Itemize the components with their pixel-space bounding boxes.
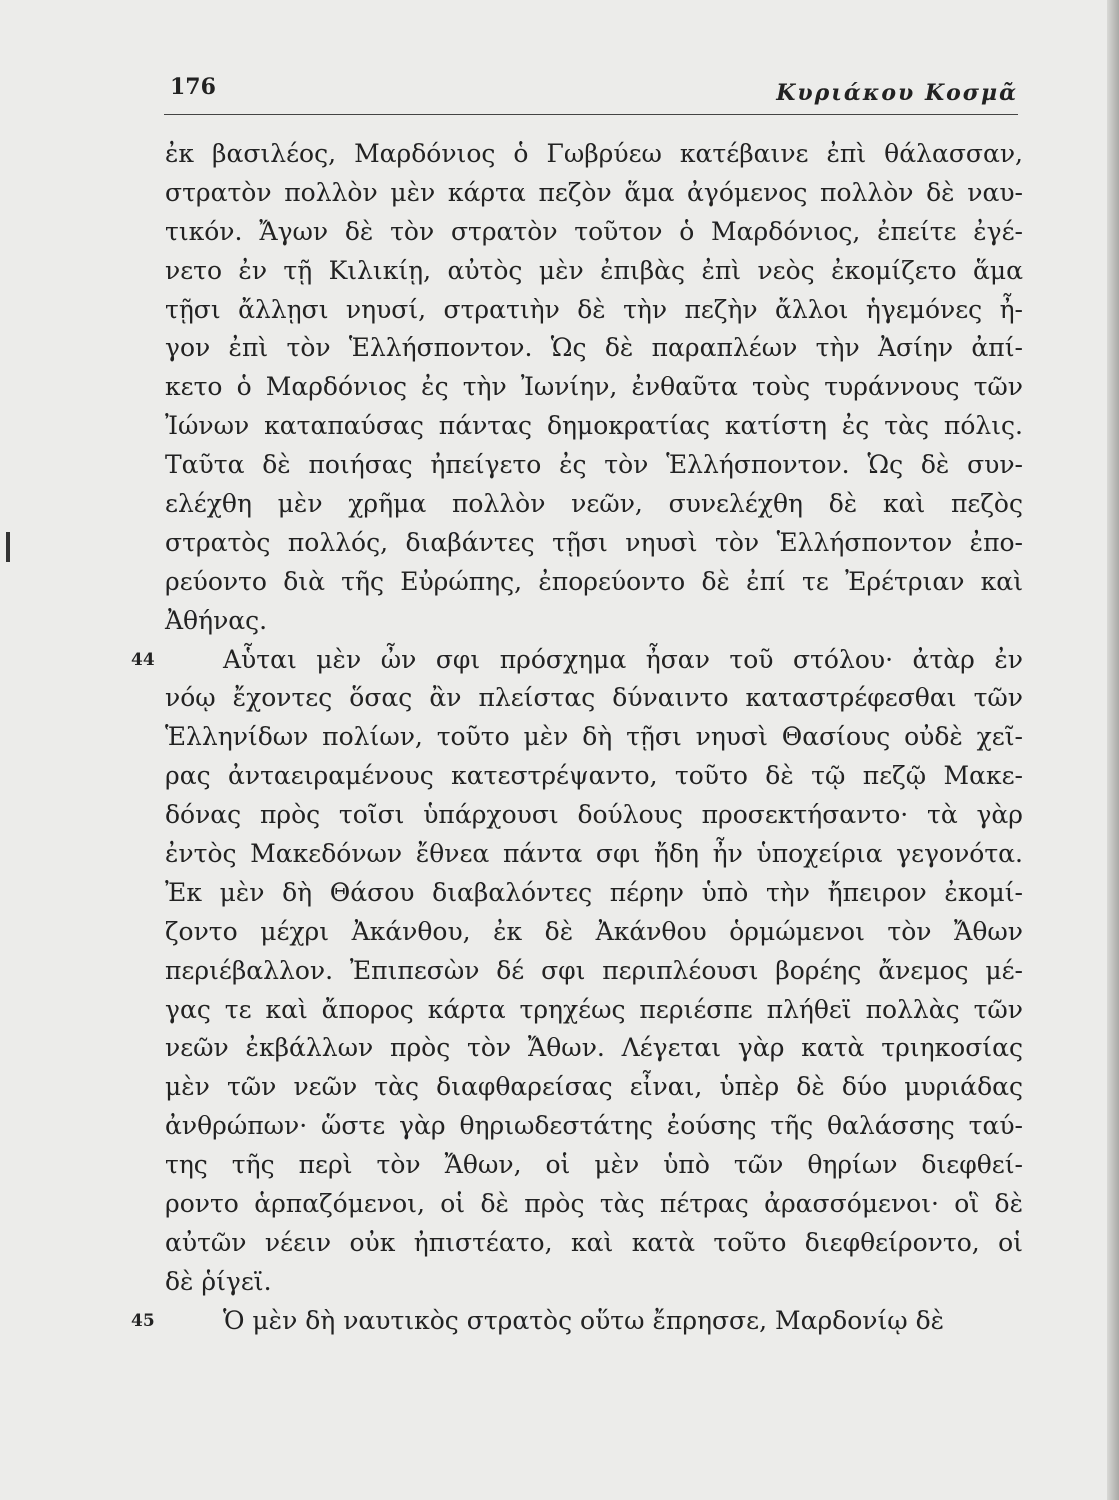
text-line (165, 291, 1023, 330)
text-line (165, 446, 1023, 485)
line-text: Αὗται μὲν ὦν σφι πρόσχημα ἦσαν τοῦ στόλου· ἀτὰρ ἐν (223, 644, 1023, 674)
line-text: Ταῦτα δὲ ποιήσας ἠπείγετο ἐς τὸν Ἑλλήσποντον. Ὡς δὲ συν- (165, 450, 1023, 480)
line-text: ρεύοντο διὰ τῆς Εὐρώπης, ἐπορεύοντο δὲ ἐπί τε Ἐρέτριαν καὶ (165, 566, 1023, 596)
text-line (131, 641, 1023, 680)
line-text: Ὁ μὲν δὴ ναυτικὸς στρατὸς οὕτω ἔπρησσε, Μαρδονίῳ δὲ (223, 1305, 945, 1335)
text-line (165, 1263, 1023, 1302)
line-text: ἀνθρώπων· ὥστε γὰρ θηριωδεστάτης ἐούσης τῆς θαλάσσης ταύ- (165, 1111, 1023, 1141)
line-text: ἐντὸς Μακεδόνων ἔθνεα πάντα σφι ἤδη ἦν ὑποχείρια γεγονότα. (165, 839, 1023, 869)
text-line (165, 991, 1023, 1030)
line-text: κετο ὁ Μαρδόνιος ἐς τὴν Ἰωνίην, ἐνθαῦτα τοὺς τυράννους τῶν (165, 372, 1023, 402)
text-line (165, 679, 1023, 718)
text-line (165, 1146, 1023, 1185)
text-line (165, 485, 1023, 524)
text-line (165, 524, 1023, 563)
section-number: 44 (131, 649, 155, 670)
line-text: τικόν. Ἄγων δὲ τὸν στρατὸν τοῦτον ὁ Μαρδόνιος, ἐπείτε ἐγέ- (165, 216, 1023, 246)
line-text: δὲ ῥίγεϊ. (165, 1266, 272, 1296)
line-text: ροντο ἁρπαζόμενοι, οἱ δὲ πρὸς τὰς πέτρας ἀρασσόμενοι· οἳ δὲ (165, 1189, 1023, 1219)
page-edge-shadow (1107, 0, 1119, 1500)
text-line (165, 1107, 1023, 1146)
line-text: ζοντο μέχρι Ἀκάνθου, ἐκ δὲ Ἀκάνθου ὁρμώμενοι τὸν Ἄθων (165, 916, 1023, 946)
running-head: Κυριάκου Κοσμᾶ (776, 80, 1018, 106)
text-line (165, 602, 1023, 641)
text-line (165, 213, 1023, 252)
text-line (165, 135, 1023, 174)
line-text: ελέχθη μὲν χρῆμα πολλὸν νεῶν, συνελέχθη δὲ καὶ πεζὸς (165, 489, 1023, 519)
page-number: 176 (170, 74, 216, 100)
section-number: 45 (131, 1310, 155, 1331)
line-text: αὐτῶν νέειν οὐκ ἠπιστέατο, καὶ κατὰ τοῦτο διεφθείροντο, οἱ (165, 1227, 1023, 1257)
text-line (165, 329, 1023, 368)
header-rule (164, 114, 1018, 115)
line-text: γας τε καὶ ἄπορος κάρτα τρηχέως περιέσπε πλήθεϊ πολλὰς τῶν (165, 994, 1023, 1024)
text-line (165, 718, 1023, 757)
line-text: μὲν τῶν νεῶν τὰς διαφθαρείσας εἶναι, ὑπὲρ δὲ δύο μυριάδας (165, 1072, 1023, 1102)
line-text: τῇσι ἄλλῃσι νηυσί, στρατιὴν δὲ τὴν πεζὴν ἄλλοι ἡγεμόνες ἦ- (165, 294, 1023, 324)
line-text: νεῶν ἐκβάλλων πρὸς τὸν Ἄθων. Λέγεται γὰρ κατὰ τριηκοσίας (165, 1033, 1023, 1063)
line-text: στρατὸν πολλὸν μὲν κάρτα πεζὸν ἅμα ἀγόμενος πολλὸν δὲ ναυ- (165, 177, 1023, 207)
text-line (165, 1068, 1023, 1107)
line-text: περιέβαλλον. Ἐπιπεσὼν δέ σφι περιπλέουσι βορέης ἄνεμος μέ- (165, 955, 1023, 985)
line-text: Ἰώνων καταπαύσας πάντας δημοκρατίας κατίστη ἐς τὰς πόλις. (165, 411, 1023, 441)
text-line (165, 1224, 1023, 1263)
text-line (165, 252, 1023, 291)
text-line (165, 368, 1023, 407)
line-text: Ἐκ μὲν δὴ Θάσου διαβαλόντες πέρην ὑπὸ τὴν ἤπειρον ἐκομί- (165, 877, 1023, 907)
line-text: δόνας πρὸς τοῖσι ὑπάρχουσι δούλους προσεκτήσαντο· τὰ γὰρ (165, 800, 1023, 830)
page-header (164, 70, 1018, 118)
line-text: νόῳ ἔχοντες ὅσας ἂν πλείστας δύναιντο καταστρέφεσθαι τῶν (165, 683, 1023, 713)
line-text: γον ἐπὶ τὸν Ἑλλήσποντον. Ὡς δὲ παραπλέων τὴν Ἀσίην ἀπί- (165, 333, 1023, 363)
text-line (165, 407, 1023, 446)
text-line (165, 563, 1023, 602)
text-line (165, 952, 1023, 991)
text-line (165, 874, 1023, 913)
text-line (165, 757, 1023, 796)
line-text: Ἀθήνας. (165, 605, 268, 635)
text-line (165, 1029, 1023, 1068)
text-line (165, 796, 1023, 835)
line-text: νετο ἐν τῇ Κιλικίῃ, αὐτὸς μὲν ἐπιβὰς ἐπὶ νεὸς ἐκομίζετο ἅμα (165, 255, 1023, 285)
line-text: της τῆς περὶ τὸν Ἄθων, οἱ μὲν ὑπὸ τῶν θηρίων διεφθεί- (165, 1150, 1023, 1180)
text-line (165, 174, 1023, 213)
line-text: Ἑλληνίδων πολίων, τοῦτο μὲν δὴ τῇσι νηυσὶ Θασίους οὐδὲ χεῖ- (165, 722, 1023, 752)
text-line (165, 913, 1023, 952)
text-line (165, 835, 1023, 874)
line-text: ἐκ βασιλέος, Μαρδόνιος ὁ Γωβρύεω κατέβαινε ἐπὶ θάλασσαν, (165, 139, 1023, 168)
line-text: ρας ἀνταειραμένους κατεστρέψαντο, τοῦτο δὲ τῷ πεζῷ Μακε- (165, 761, 1023, 791)
text-body (131, 135, 1023, 1341)
margin-mark (6, 532, 10, 562)
line-text: στρατὸς πολλός, διαβάντες τῇσι νηυσὶ τὸν Ἑλλήσποντον ἐπο- (165, 527, 1023, 557)
text-line (131, 1302, 1023, 1341)
text-line (165, 1185, 1023, 1224)
